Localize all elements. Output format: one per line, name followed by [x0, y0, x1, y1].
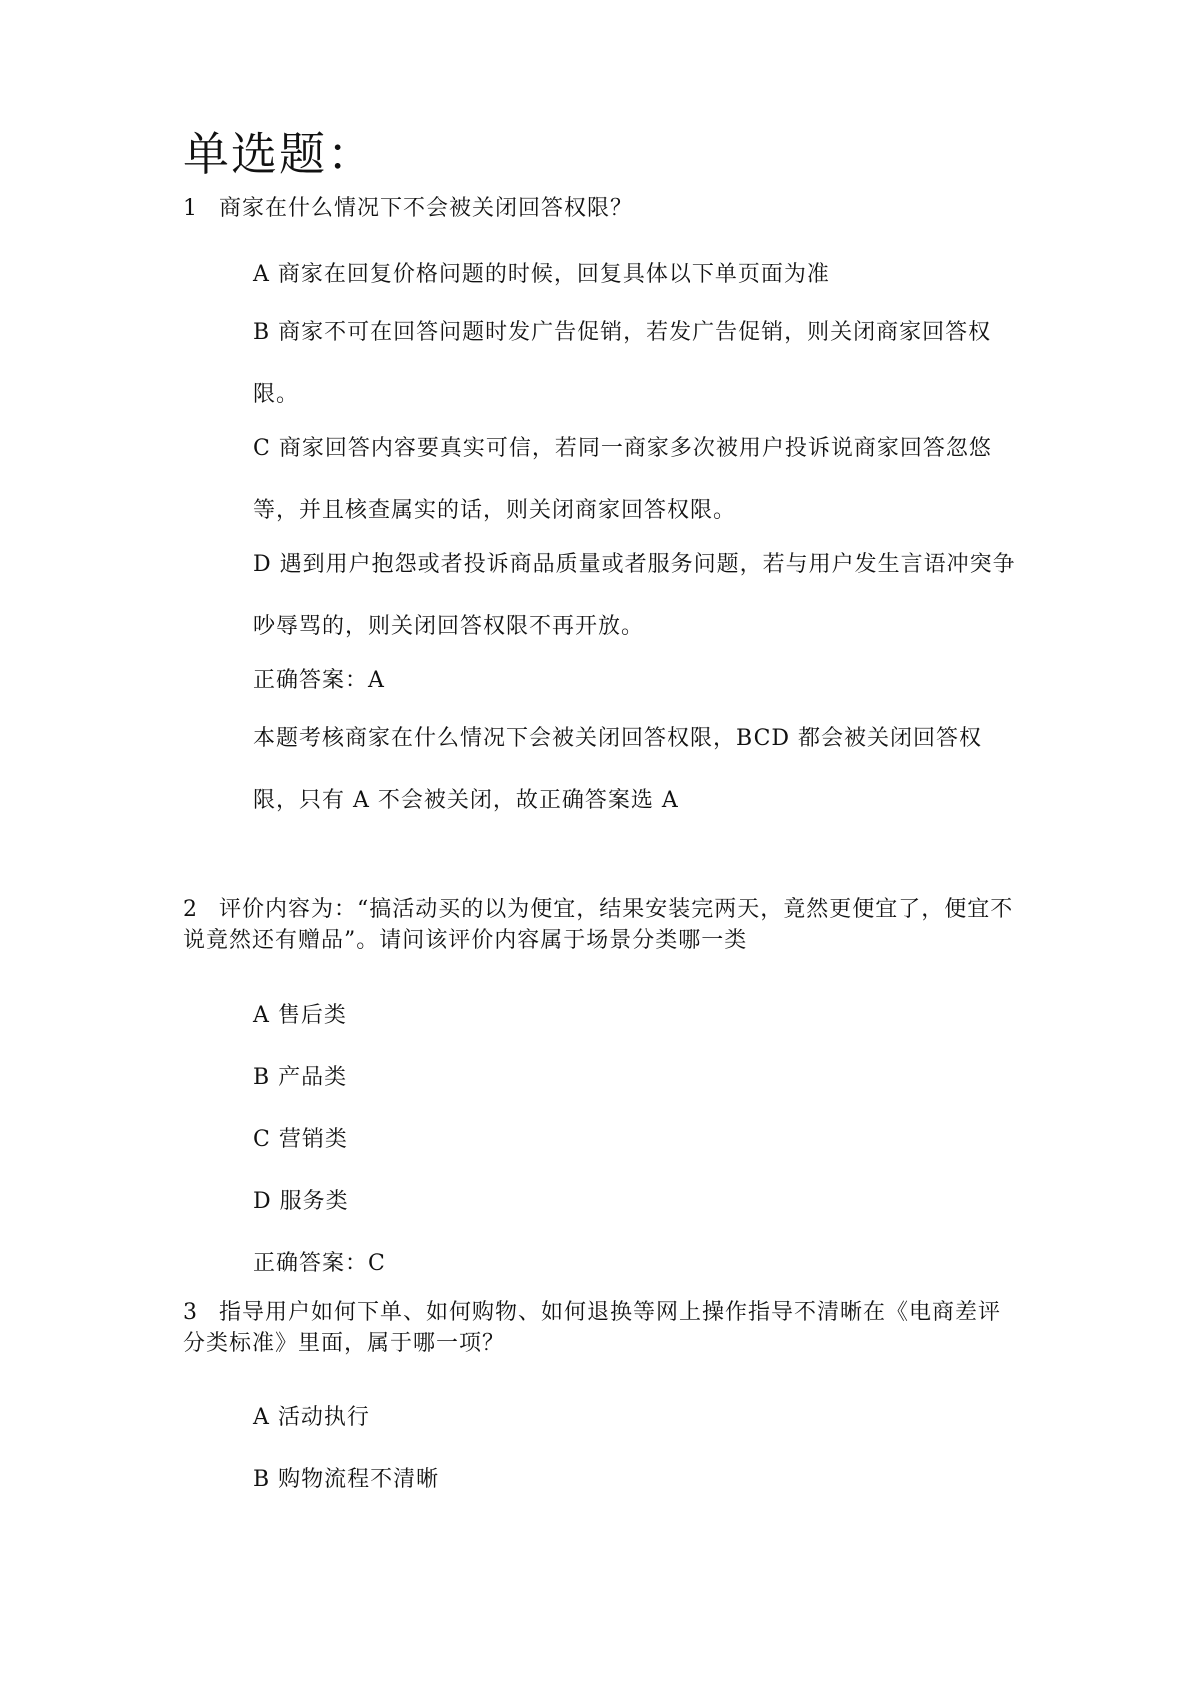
- section-heading: 单选题：: [183, 127, 375, 181]
- option-b: B 产品类: [253, 1065, 348, 1090]
- question-1: [183, 193, 1023, 224]
- option-a: A 商家在回复价格问题的时候，回复具体以下单页面为准: [253, 262, 830, 287]
- question-text: 商家在什么情况下不会被关闭回答权限？: [219, 196, 634, 221]
- question-number: 1: [183, 196, 198, 221]
- option-d: D 遇到用户抱怨或者投诉商品质量或者服务问题，若与用户发生言语冲突争吵辱骂的，则关闭回答权限不再开放。: [253, 552, 1016, 639]
- option-b: B 购物流程不清晰: [253, 1467, 440, 1492]
- correct-answer: 正确答案：C: [253, 1251, 386, 1276]
- option-a: A 活动执行: [253, 1405, 370, 1430]
- question-text: 指导用户如何下单、如何购物、如何退换等网上操作指导不清晰在《电商差评分类标准》里面，属于哪一项？: [183, 1300, 1002, 1356]
- answer-explanation: 本题考核商家在什么情况下会被关闭回答权限，BCD 都会被关闭回答权限，只有 A 不会被关闭，故正确答案选 A: [253, 726, 983, 813]
- question-3: [183, 1297, 1023, 1359]
- question-2: [183, 894, 1023, 956]
- question-number: 3: [183, 1300, 198, 1325]
- option-c: C 营销类: [253, 1127, 348, 1152]
- option-b: B 商家不可在回答问题时发广告促销，若发广告促销，则关闭商家回答权限。: [253, 320, 992, 407]
- question-text: 评价内容为：“搞活动买的以为便宜，结果安装完两天，竟然更便宜了，便宜不说竟然还有赠品”。请问该评价内容属于场景分类哪一类: [183, 897, 1014, 953]
- option-a: A 售后类: [253, 1003, 347, 1028]
- correct-answer: 正确答案：A: [253, 668, 385, 693]
- option-c: C 商家回答内容要真实可信，若同一商家多次被用户投诉说商家回答忽悠等，并且核查属实的话，则关闭商家回答权限。: [253, 436, 992, 523]
- question-number: 2: [183, 897, 198, 922]
- option-d: D 服务类: [253, 1189, 349, 1214]
